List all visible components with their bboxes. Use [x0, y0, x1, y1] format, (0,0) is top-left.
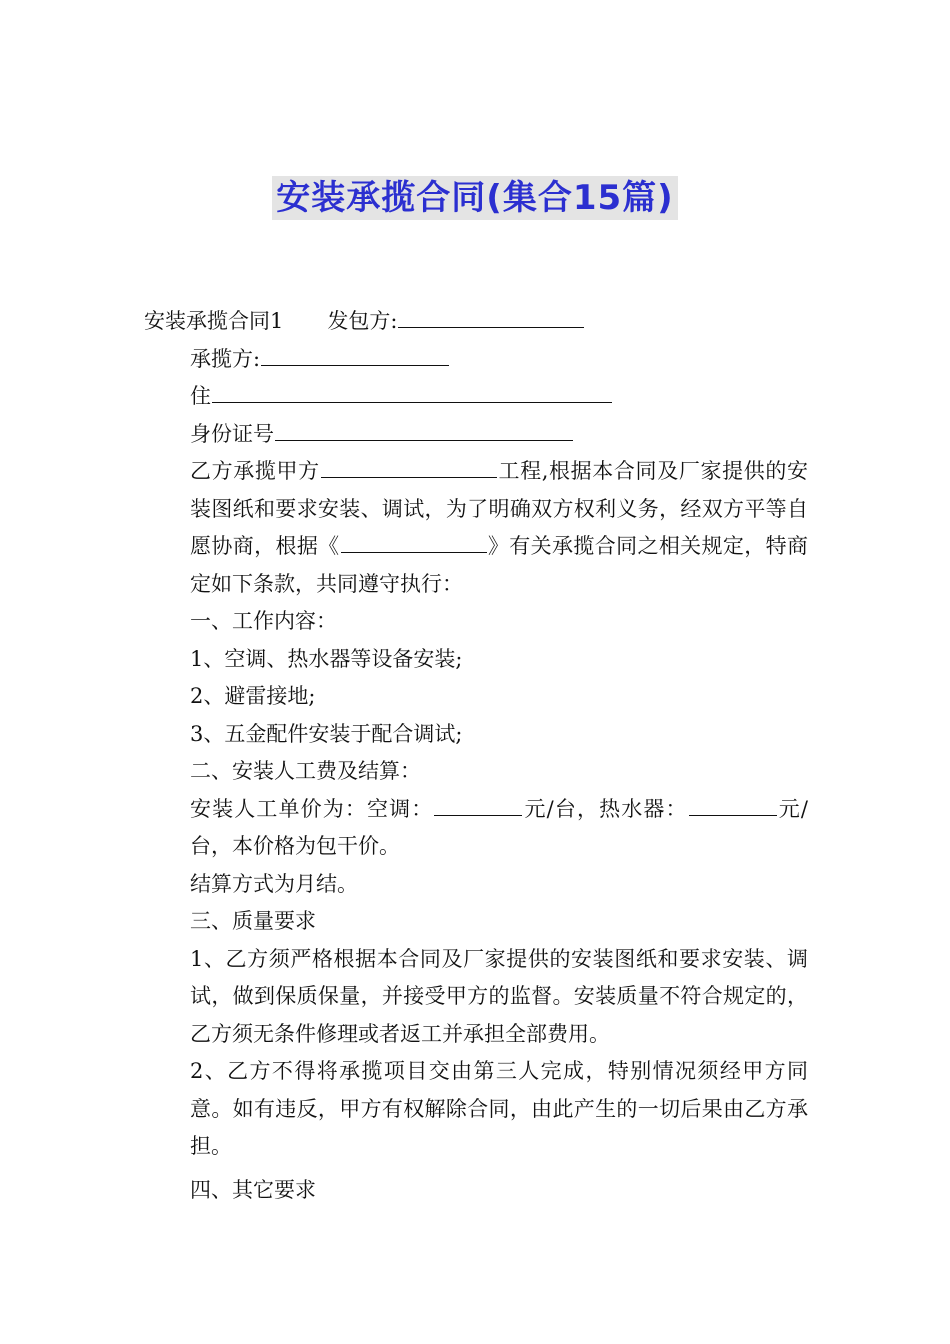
contractor-label: 承揽方:	[190, 346, 261, 371]
employer-blank	[398, 303, 584, 328]
document-title: 安装承揽合同(集合15篇)	[272, 176, 677, 220]
price-part3: 元/台，本价格为包干价。	[190, 796, 809, 858]
intro-part2: 工程,根据本合同及厂家提供的安装图纸和要求安装、调试，为了明确双方权利义务，经双方平等自愿协商，根据《	[190, 459, 808, 558]
title-container	[0, 176, 950, 220]
settlement-text: 结算方式为月结。	[190, 871, 358, 896]
ac-price-blank	[434, 791, 522, 816]
address-blank	[212, 378, 612, 403]
section1-heading: 一、工作内容：	[190, 609, 337, 633]
contractor-blank	[261, 341, 449, 366]
section3-clause-2: 2、乙方不得将承揽项目交由第三人完成，特别情况须经甲方同意。如有违反，甲方有权解除合同，由此产生的一切后果由乙方承担。	[190, 1059, 808, 1158]
section3-heading: 三、质量要求	[190, 909, 316, 933]
law-name-blank	[341, 528, 487, 553]
section1-item-1: 1、空调、热水器等设备安装;	[190, 646, 463, 671]
section2-heading: 二、安装人工费及结算：	[190, 759, 421, 783]
id-label: 身份证号	[190, 421, 274, 446]
employer-label: 发包方:	[327, 309, 398, 333]
contract-heading: 安装承揽合同1	[144, 309, 284, 333]
contractor-line	[144, 341, 808, 379]
intro-part1: 乙方承揽甲方	[190, 459, 320, 483]
price-part1: 安装人工单价为：空调：	[190, 796, 434, 821]
intro-part3: 》有关承揽合同之相关规定，特商定如下条款，共同遵守执行：	[190, 534, 809, 596]
address-label: 住	[190, 384, 211, 408]
contract-body	[144, 303, 808, 1209]
heater-price-blank	[689, 791, 777, 816]
section3-clause-1: 1、乙方须严格根据本合同及厂家提供的安装图纸和要求安装、调试，做到保质保量，并接受甲方的监督。安装质量不符合规定的，乙方须无条件修理或者返工并承担全部费用。	[190, 946, 808, 1046]
price-part2: 元/台，热水器：	[523, 796, 688, 821]
contract-heading-line	[144, 303, 808, 341]
intro-paragraph	[144, 453, 808, 603]
address-line	[144, 378, 808, 416]
id-number-blank	[275, 416, 573, 441]
section1-item-2: 2、避雷接地;	[190, 684, 316, 708]
section1-item-3: 3、五金配件安装于配合调试;	[190, 721, 463, 746]
section4-heading: 四、其它要求	[190, 1177, 316, 1202]
price-paragraph	[144, 791, 808, 866]
project-name-blank	[321, 453, 497, 478]
id-line	[144, 416, 808, 454]
